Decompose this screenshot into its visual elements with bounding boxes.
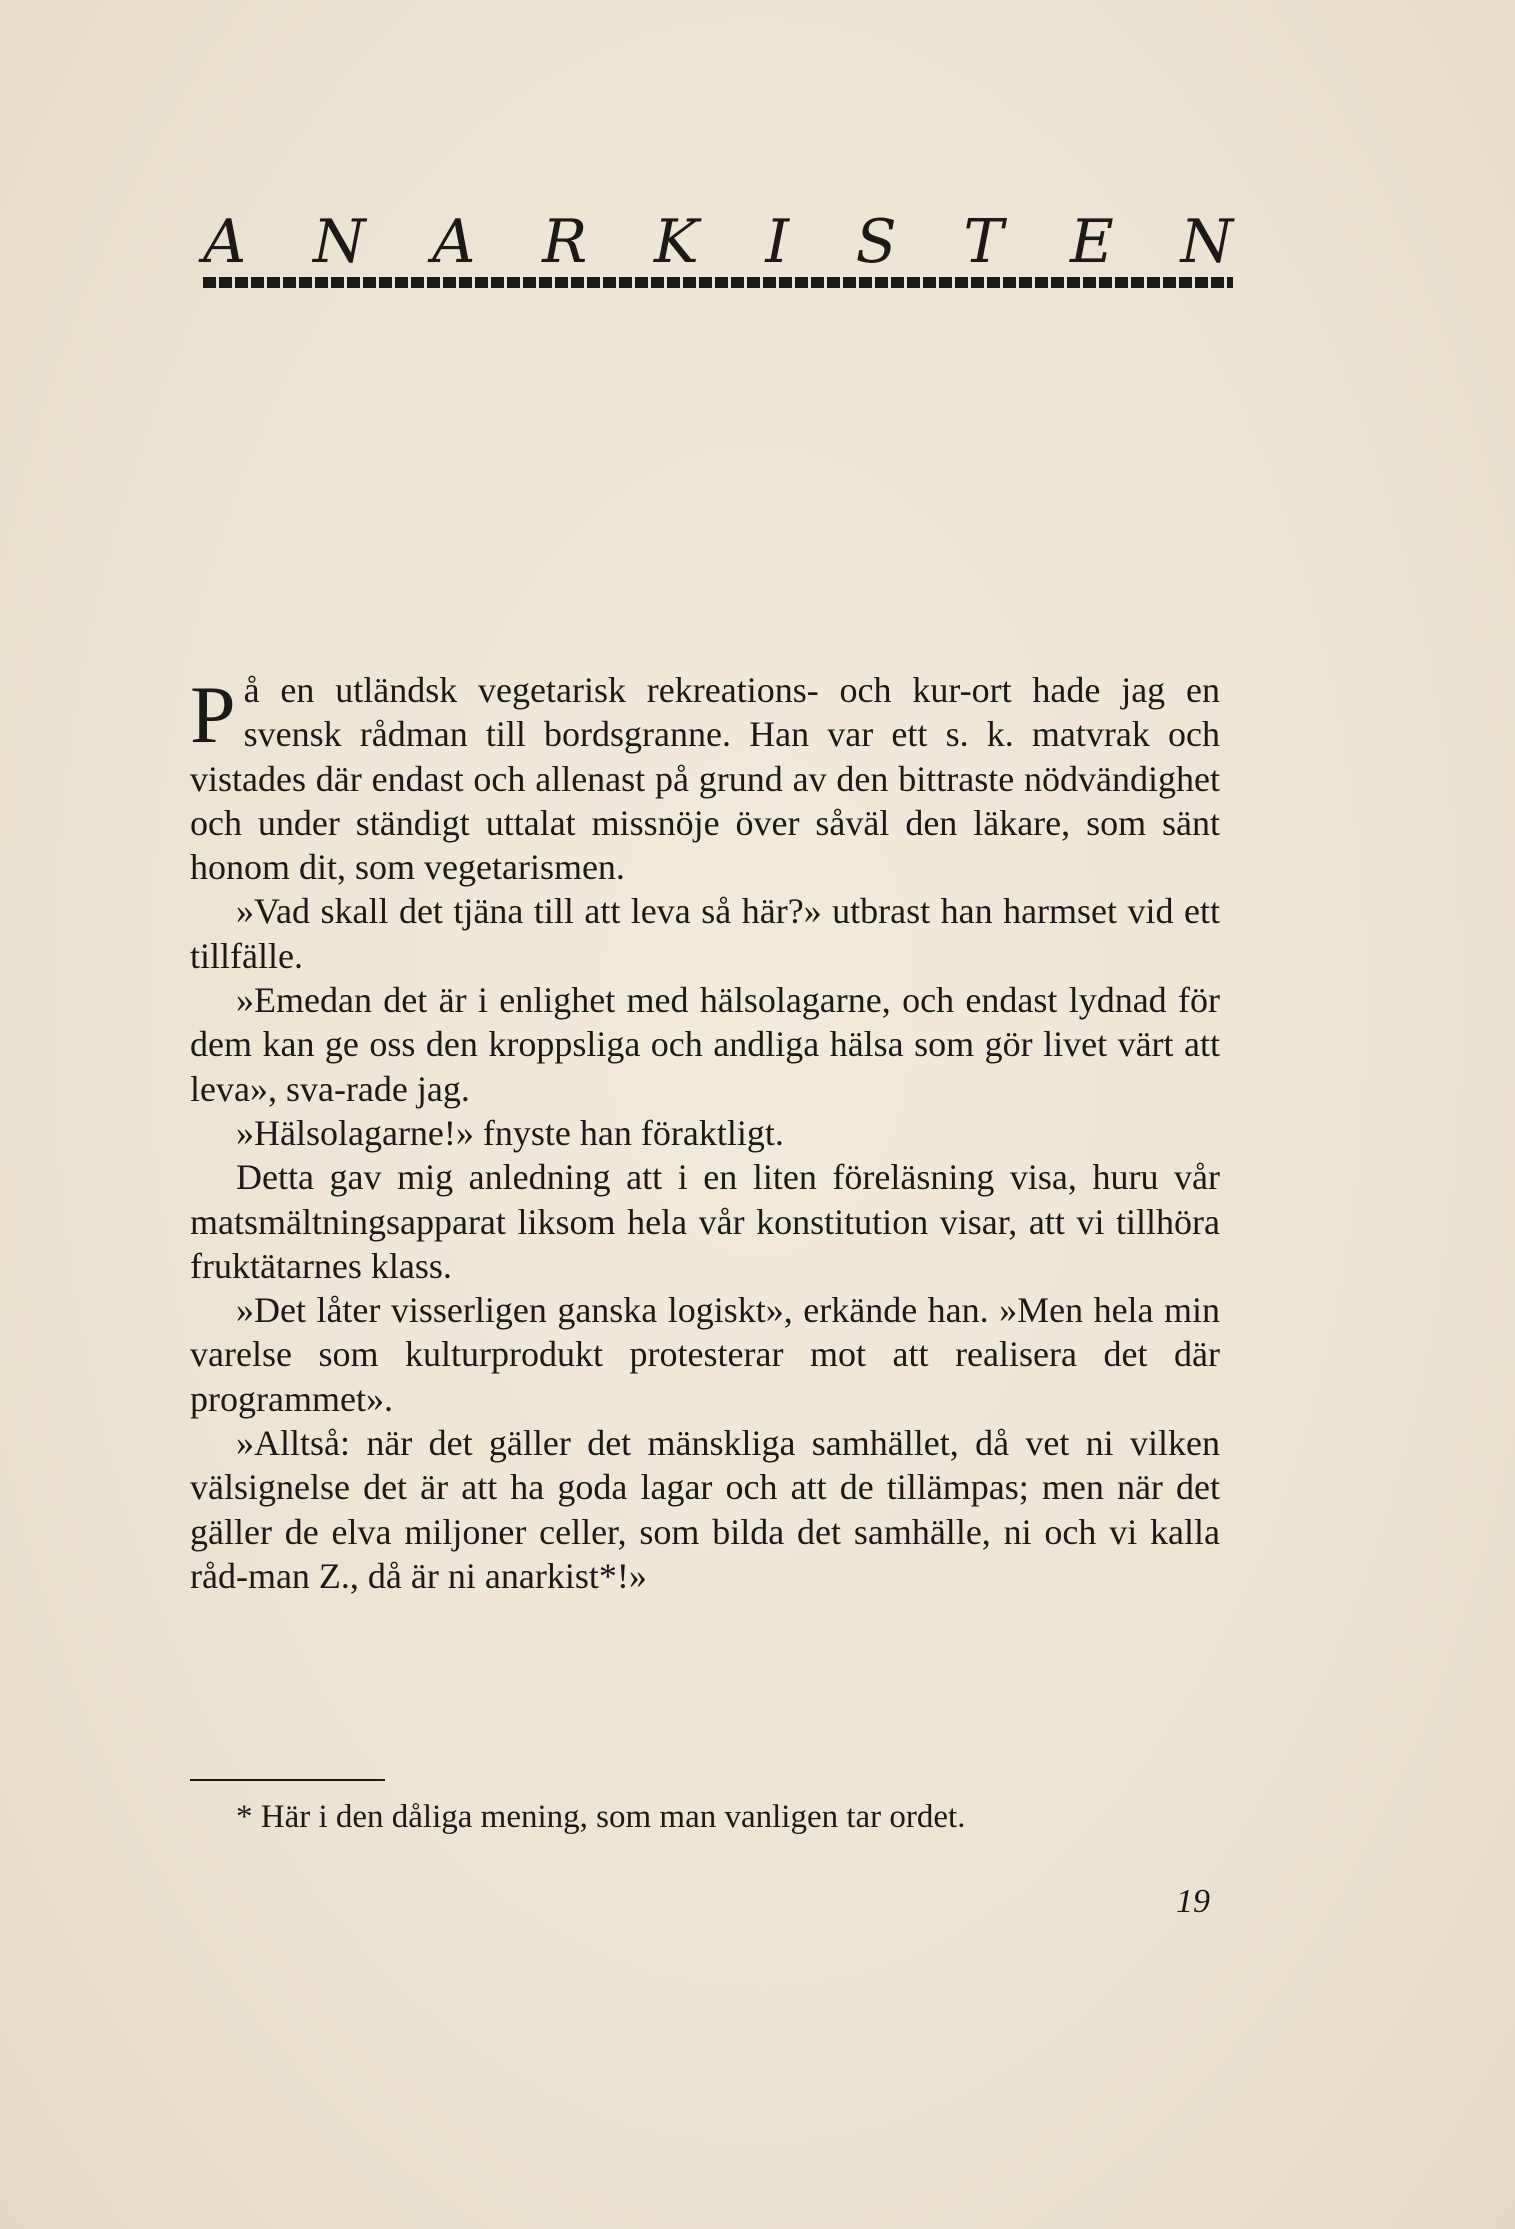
paragraph: »Vad skall det tjäna till att leva så här?» utbrast han harmset vid ett tillfälle. [190, 891, 1220, 976]
page-number: 19 [1176, 1883, 1210, 1920]
title-letter: R [542, 207, 588, 277]
title-letter: S [855, 207, 897, 277]
title-letter: A [432, 207, 476, 277]
title-letter: E [1070, 207, 1114, 277]
paragraph: »Det låter visserligen ganska logiskt», erkände han. »Men hela min varelse som kulturprodukt protesterar mot att realisera det där programmet». [190, 1290, 1220, 1419]
title-letter: K [653, 207, 699, 277]
title-letter: N [312, 207, 366, 277]
drop-cap: P [190, 669, 236, 760]
paragraph: »Alltså: när det gäller det mänskliga samhället, då vet ni vilken välsignelse det är att ha goda lagar och att de tillämpas; men när det gäller de elva miljoner celler, som bilda det samhälle, ni och vi kalla råd-man Z., då är ni anarkist*!» [190, 1423, 1220, 1596]
chapter-title [203, 207, 1233, 277]
paragraph: »Hälsolagarne!» fnyste han föraktligt. [236, 1112, 784, 1153]
footnote-rule [190, 1779, 385, 1781]
footnote: * Här i den dåliga mening, som man vanligen tar ordet. [236, 1799, 966, 1835]
paragraph [190, 668, 1220, 889]
title-letter: N [1180, 207, 1233, 277]
paragraph: »Emedan det är i enlighet med hälsolagarne, och endast lydnad för dem kan ge oss den kroppsliga och andliga hälsa som gör livet värt att leva», sva-rade jag. [190, 980, 1220, 1109]
paragraph-text: å en utländsk vegetarisk rekreations- och kur-ort hade jag en svensk rådman till bordsgranne. Han var ett s. k. matvrak och vistades där endast och allenast på grund av den bittraste nödvändighet och under ständigt uttalat missnöje över såväl den läkare, som sänt honom dit, som vegetarismen. [190, 670, 1220, 888]
title-letter: A [203, 207, 247, 277]
body-text [190, 668, 1220, 1598]
paragraph: Detta gav mig anledning att i en liten föreläsning visa, huru vår matsmältningsapparat liksom hela vår konstitution visar, att vi tillhöra fruktätarnes klass. [190, 1157, 1220, 1286]
title-letter: I [765, 207, 790, 277]
title-letter: T [963, 207, 1004, 277]
ornamental-title-rule [203, 277, 1233, 288]
